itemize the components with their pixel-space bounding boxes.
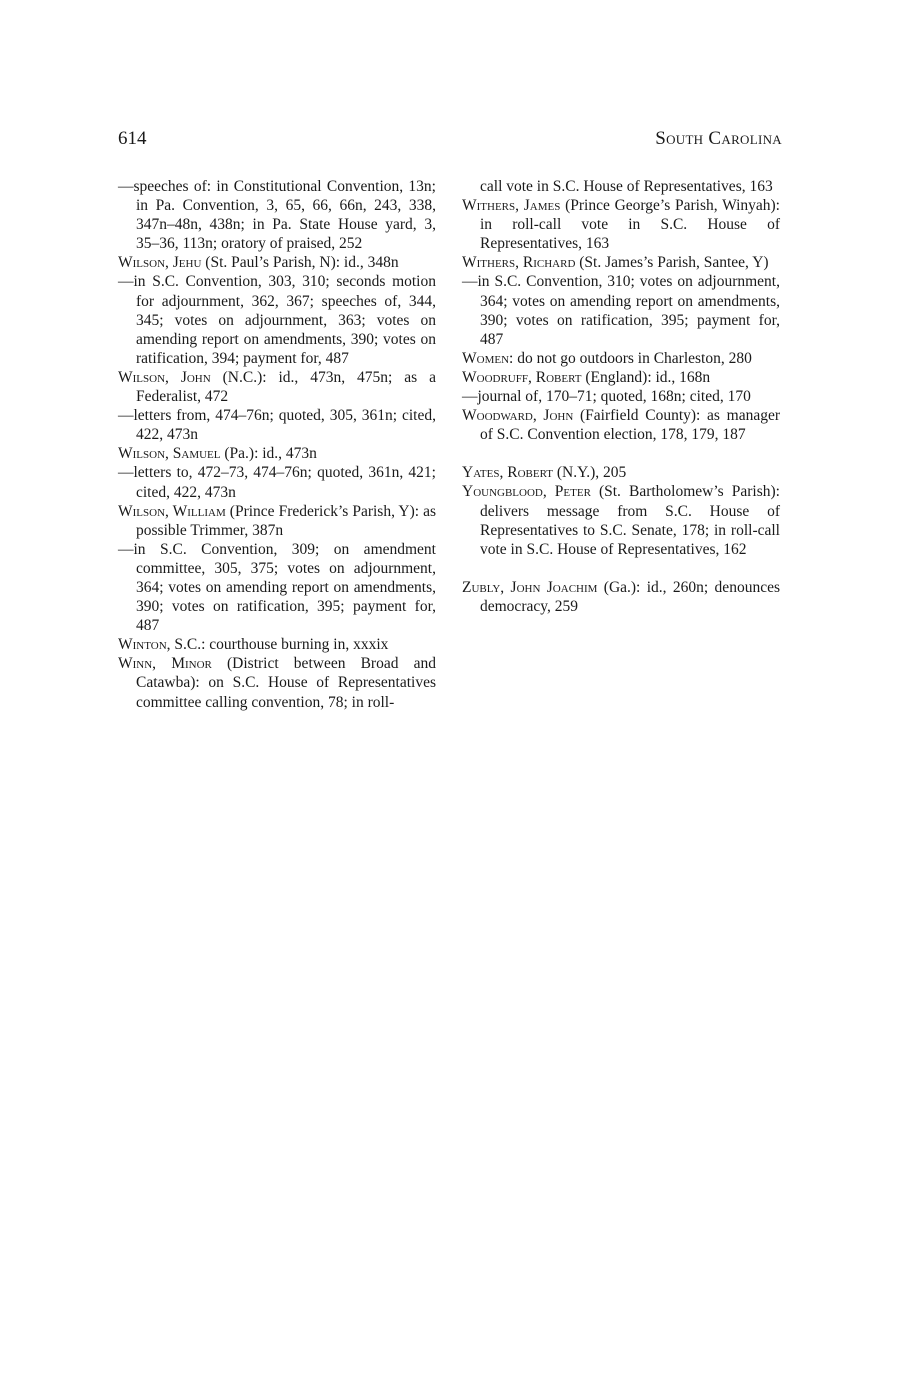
- index-entry-text: (Pa.): id., 473n: [220, 445, 317, 463]
- index-entry: [118, 368, 436, 406]
- index-entry-text: —letters to, 472–73, 474–76n; quoted, 361n, 421; cited, 422, 473n: [118, 464, 436, 501]
- index-entry-text: (St. Bartholomew’s Parish): delivers message from S.C. House of Representatives to S.C. Senate, 178; in roll-call vote in S.C. House of Representatives, 162: [480, 483, 780, 558]
- index-entry-text: (Prince Frederick’s Parish, Y): as possible Trimmer, 387n: [136, 502, 436, 539]
- index-entry-heading: Woodruff, Robert: [462, 368, 582, 386]
- index-entry-heading: Wilson, William: [118, 502, 226, 520]
- index-entry-heading: Winton, S.C.: [118, 636, 202, 654]
- index-subentry: [118, 177, 436, 253]
- index-entry-text: (N.C.): id., 473n, 475n; as a Federalist, 472: [136, 368, 436, 406]
- index-subentry: [462, 272, 780, 348]
- index-entry-text: (England): id., 168n: [581, 368, 711, 386]
- index-entry: [462, 253, 780, 272]
- index-entry-heading: Zubly, John Joachim: [462, 578, 598, 596]
- index-subentry: [462, 387, 780, 406]
- letter-group-gap: [462, 444, 780, 463]
- index-subentry: [118, 463, 436, 501]
- index-entry-text: (Ga.): id., 260n; denounces democracy, 259: [480, 578, 780, 615]
- index-entry: [462, 463, 780, 482]
- index-entry-text: —in S.C. Convention, 309; on amendment committee, 305, 375; votes on adjournment, 364; votes on amending report on amendments, 390; votes on ratification, 395; payment for, 487: [118, 540, 436, 635]
- index-entry-text: (St. Paul’s Parish, N): id., 348n: [201, 254, 399, 272]
- index-entry-text: (District between Broad and Catawba): on S.C. House of Representatives committee calling convention, 78; in roll-: [136, 655, 436, 711]
- index-entry-heading: Wilson, Samuel: [118, 445, 221, 463]
- index-entry-text: —letters from, 474–76n; quoted, 305, 361n; cited, 422, 473n: [118, 407, 436, 444]
- index-entry-heading: Yates, Robert: [462, 464, 553, 482]
- index-entry-text: : courthouse burning in, xxxix: [201, 636, 389, 654]
- index-entry-text: (Fairfield County): as manager of S.C. Convention election, 178, 179, 187: [480, 407, 780, 444]
- index-subentry: [118, 406, 436, 444]
- index-entry-heading: Woodward, John: [462, 407, 574, 425]
- index-subentry: [118, 540, 436, 635]
- index-entry: [462, 196, 780, 253]
- index-entry: [118, 635, 436, 654]
- index-entry: [462, 578, 780, 616]
- index-column-left: [118, 177, 436, 712]
- index-entry-text: (Prince George’s Parish, Winyah): in roll-call vote in S.C. House of Representatives, 163: [480, 197, 780, 253]
- index-subentry: [462, 177, 780, 196]
- index-entry-text: (St. James’s Parish, Santee, Y): [575, 254, 769, 272]
- index-entry-text: call vote in S.C. House of Representatives, 163: [480, 178, 773, 195]
- index-entry-text: —in S.C. Convention, 303, 310; seconds motion for adjournment, 362, 367; speeches of, 344, 345; votes on adjournment, 363; votes on amending report on amendments, 390; votes on ratification, 394; payment for, 487: [118, 273, 436, 367]
- index-entry-heading: Youngblood, Peter: [462, 483, 591, 501]
- index-entry: [118, 654, 436, 711]
- index-entry-text: —in S.C. Convention, 310; votes on adjournment, 364; votes on amending report on amendments, 390; votes on ratification, 395; payment for, 487: [462, 273, 780, 348]
- letter-group-gap: [462, 559, 780, 578]
- index-entry-heading: Winn, Minor: [118, 655, 212, 673]
- page-number: 614: [118, 128, 147, 149]
- index-entry-heading: Wilson, Jehu: [118, 254, 202, 272]
- index-column-right: [462, 177, 780, 616]
- index-entry: [462, 482, 780, 558]
- index-entry-text: (N.Y.), 205: [552, 464, 627, 482]
- index-entry-heading: Wilson, John: [118, 368, 211, 386]
- index-entry-text: : do not go outdoors in Charleston, 280: [509, 349, 752, 367]
- index-entry: [118, 444, 436, 463]
- running-title: South Carolina: [655, 128, 782, 149]
- index-entry: [118, 502, 436, 540]
- index-entry-heading: Withers, Richard: [462, 254, 576, 272]
- index-entry: [462, 368, 780, 387]
- index-entry-heading: Women: [462, 349, 510, 367]
- index-entry: [462, 349, 780, 368]
- running-head: [118, 128, 782, 156]
- index-subentry: [118, 272, 436, 367]
- index-entry-heading: Withers, James: [462, 197, 561, 215]
- index-entry-text: —speeches of: in Constitutional Convention, 13n; in Pa. Convention, 3, 65, 66, 66n, 243, 338, 347n–48n, 438n; in Pa. State House yard, 3, 35–36, 113n; oratory of praised, 252: [118, 178, 436, 253]
- index-entry-text: —journal of, 170–71; quoted, 168n; cited, 170: [462, 388, 751, 406]
- index-entry: [118, 253, 436, 272]
- index-entry: [462, 406, 780, 444]
